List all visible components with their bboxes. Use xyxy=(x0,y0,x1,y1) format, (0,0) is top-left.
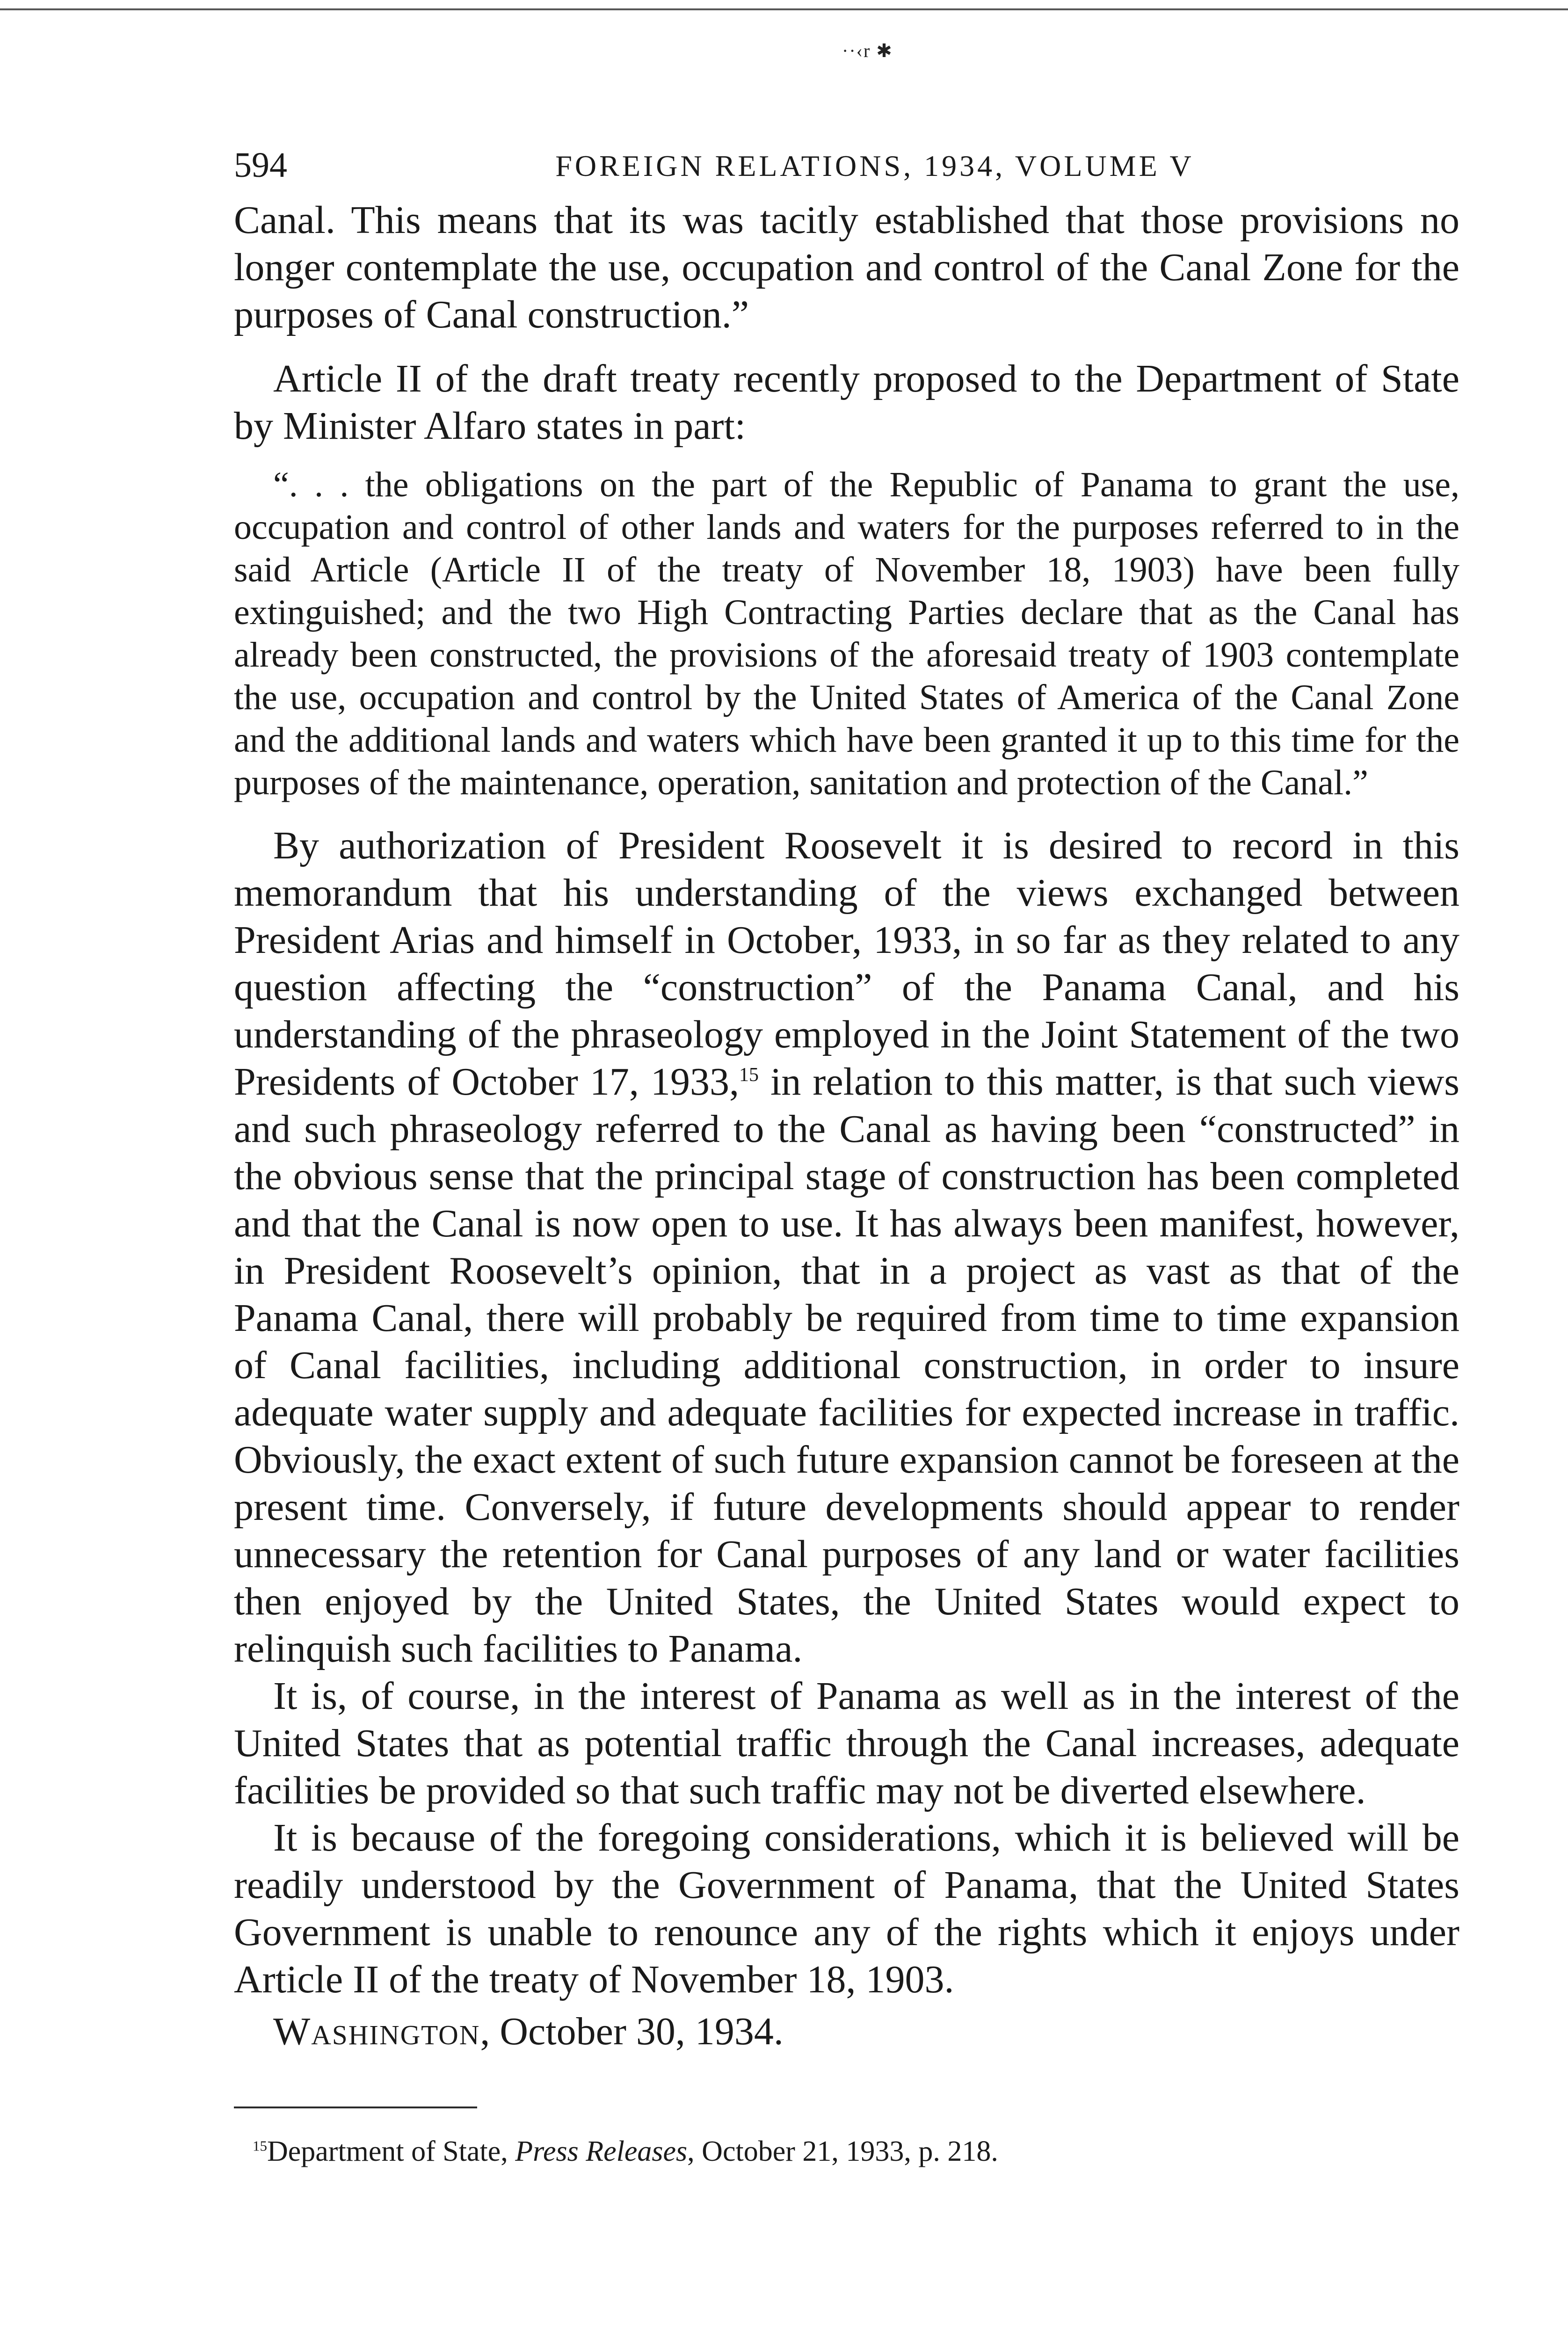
paragraph-5: It is because of the foregoing considerations, which it is believed will be readily understood by the Government of Panama, that the United States Government is unable to renounce any of the rights which it enjoys under Article II of the treaty of November 18, 1903. xyxy=(234,1816,1459,2001)
paragraph-2: Article II of the draft treaty recently proposed to the Department of State by Minister Alfaro states in part: xyxy=(234,357,1459,448)
paragraph-3-text-a: By authorization of President Roosevelt it is desired to record in this memorandum that his understanding of the views exchanged between President Arias and himself in October, 1933, in so far as they related to any question affecting the “construction” of the Panama Canal, and his understanding of the phraseology employed in the Joint Statement of the two Presidents of October 17, 1933, xyxy=(234,824,1459,1104)
top-mark: ··‹r ✱ xyxy=(842,40,893,61)
page-header xyxy=(234,145,1459,196)
footnote-ref: 15 xyxy=(739,1064,759,1086)
footnote-italic: Press Releases xyxy=(515,2136,688,2167)
block-quote: “. . . the obligations on the part of the Republic of Panama to grant the use, occupation and control of other lands and waters for the purposes referred to in the said Article (Article II of the treaty of November 18, 1903) have been fully extinguished; and the two High Contracting Parties declare that as the Canal has already been constructed, the provisions of the aforesaid treaty of 1903 contemplate the use, occupation and control by the United States of America of the Canal Zone and the additional lands and waters which have been granted it up to this time for the purposes of the maintenance, operation, sanitation and protection of the Canal.” xyxy=(234,465,1459,802)
footnote-rule xyxy=(234,2107,477,2108)
signoff-place: Washington xyxy=(273,2010,480,2053)
footnote-text-b: , October 21, 1933, p. 218. xyxy=(687,2136,998,2167)
page-number: 594 xyxy=(234,145,287,185)
document-page xyxy=(234,145,1459,2170)
running-head: FOREIGN RELATIONS, 1934, VOLUME V xyxy=(555,149,1194,182)
paragraph-1: Canal. This means that its was tacitly established that those provisions no longer contemplate the use, occupation and control of the Canal Zone for the purposes of Canal construction.” xyxy=(234,198,1459,336)
signoff-date: , October 30, 1934. xyxy=(480,2010,784,2053)
paragraph-4: It is, of course, in the interest of Panama as well as in the interest of the United States that as potential traffic through the Canal increases, adequate facilities be provided so that such traffic may not be diverted elsewhere. xyxy=(234,1674,1459,1812)
signoff xyxy=(234,2008,1459,2055)
footnote xyxy=(234,2133,1459,2170)
body-text xyxy=(234,196,1459,2055)
paragraph-3-text-b: in relation to this matter, is that such views and such phraseology referred to the Canal as having been “constructed” in the obvious sense that the principal stage of construction has been completed and that the Canal is now open to use. It has always been manifest, however, in President Roosevelt’s opinion, that in a project as vast as that of the Panama Canal, there will probably be required from time to time expansion of Canal facilities, including additional construction, in order to insure adequate water supply and adequate facilities for expected increase in traffic. Obviously, the exact extent of such future expansion cannot be foreseen at the present time. Conversely, if future developments should appear to render unnecessary the retention for Canal purposes of any land or water facilities then enjoyed by the United States, the United States would expect to relinquish such facilities to Panama. xyxy=(234,1060,1459,1671)
footnote-number: 15 xyxy=(253,2137,267,2154)
top-rule xyxy=(0,8,1568,10)
paragraph-3 xyxy=(234,822,1459,1672)
footnote-text-a: Department of State, xyxy=(267,2136,515,2167)
